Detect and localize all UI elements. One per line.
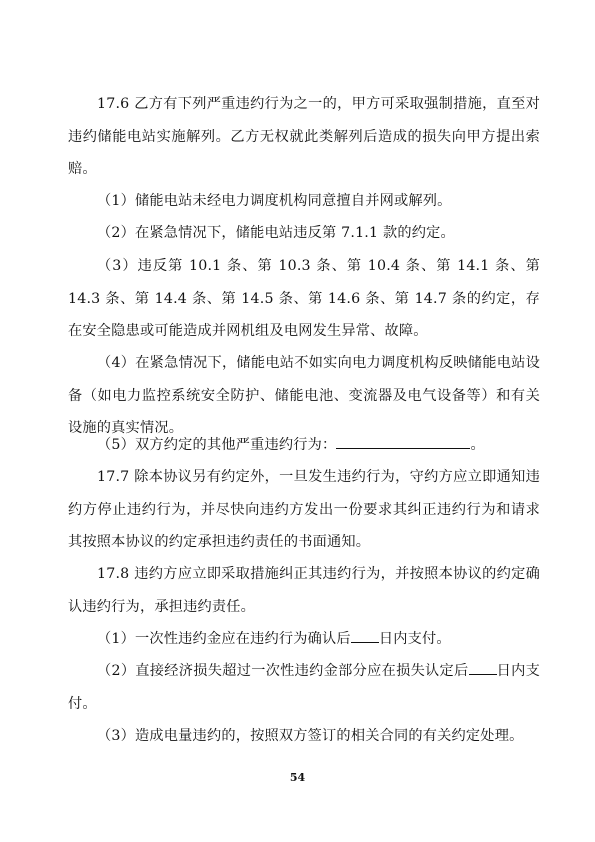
item-1-text: （1）储能电站未经电力调度机构同意擅自并网或解列。 (97, 193, 452, 209)
item-5-text-before: （5）双方约定的其他严重违约行为： (97, 437, 337, 453)
clause-17-8-item-3 (68, 720, 540, 753)
clause-17-6-item-3 (68, 250, 540, 348)
clause-17-6-text: 17.6 乙方有下列严重违约行为之一的，甲方可采取强制措施，直至对违约储能电站实施解列。乙方无权就此类解列后造成的损失向甲方提出索赔。 (68, 96, 540, 177)
clause-17-8 (68, 558, 540, 623)
clause-17-6-item-1 (68, 185, 540, 218)
clause-17-6 (68, 88, 540, 186)
item-4-text: （4）在紧急情况下，储能电站不如实向电力调度机构反映储能电站设备（如电力监控系统安全防护、储能电池、变流器及电气设备等）和有关设施的真实情况。 (68, 355, 540, 436)
clause-17-8-text: 17.8 违约方应立即采取措施纠正其违约行为，并按照本协议的约定确认违约行为，承担违约责任。 (68, 566, 540, 615)
fill-in-blank (351, 628, 379, 643)
clause-17-7 (68, 461, 540, 559)
item-2-text-before: （2）直接经济损失超过一次性违约金部分应在损失认定后 (97, 663, 469, 679)
clause-17-6-item-2 (68, 217, 540, 250)
item-2-text: （2）在紧急情况下，储能电站违反第 7.1.1 款的约定。 (97, 225, 455, 241)
item-5-text-after: 。 (470, 437, 485, 453)
page-number: 54 (289, 771, 306, 784)
fill-in-blank (469, 660, 497, 675)
item-1-text-after: 日内支付。 (378, 631, 451, 647)
item-1-text-before: （1）一次性违约金应在违约行为确认后 (97, 631, 351, 647)
clause-17-7-text: 17.7 除本协议另有约定外，一旦发生违约行为，守约方应立即通知违约方停止违约行为，并尽快向违约方发出一份要求其纠正违约行为和请求其按照本协议的约定承担违约责任的书面通知。 (68, 469, 540, 550)
item-2-text-after: 日内支付。 (68, 663, 540, 712)
fill-in-blank (336, 434, 470, 449)
item-3-text: （3）违反第 10.1 条、第 10.3 条、第 10.4 条、第 14.1 条、第 14.3 条、第 14.4 条、第 14.5 条、第 14.6 条、第 14.7 条的约定，存在安全隐患或可能造成并网机组及电网发生异常、故障。 (68, 258, 540, 339)
clause-17-8-item-2 (68, 655, 540, 720)
item-3-text: （3）造成电量违约的，按照双方签订的相关合同的有关约定处理。 (97, 728, 524, 744)
clause-17-6-item-5 (68, 429, 540, 462)
clause-17-8-item-1 (68, 623, 540, 656)
